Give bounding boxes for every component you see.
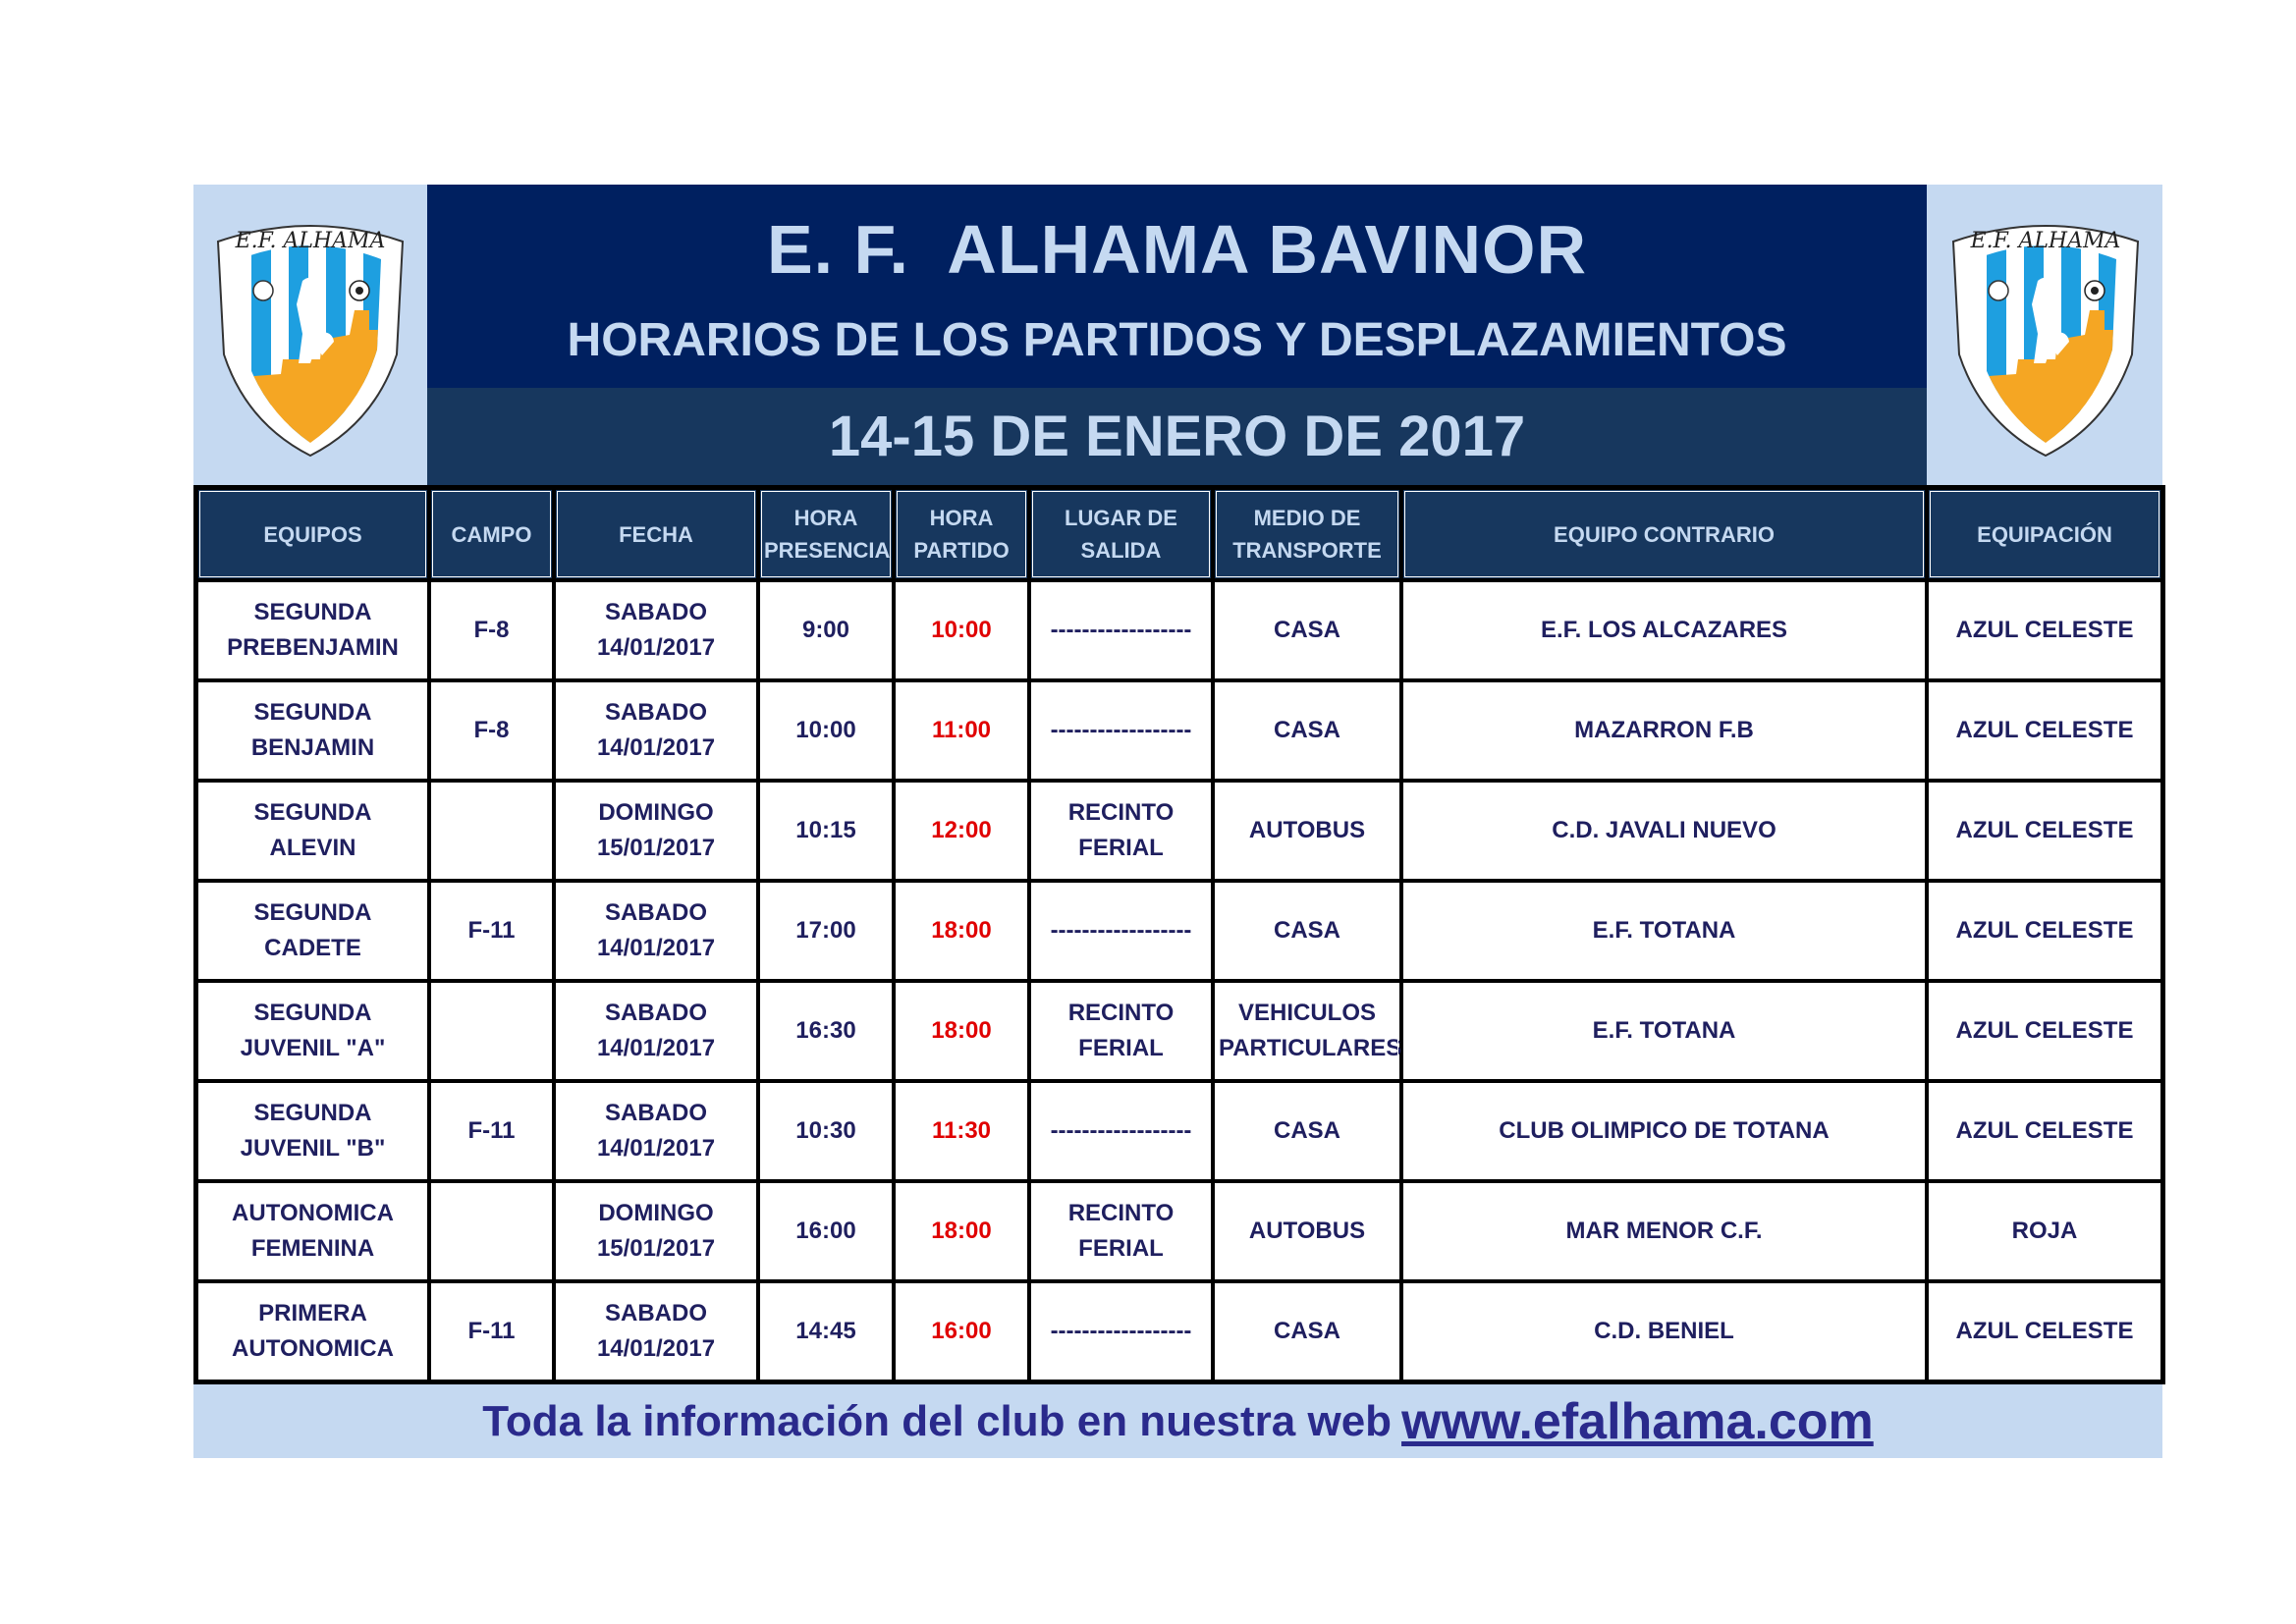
date-cell [554,1281,758,1381]
col-header-fecha: FECHA [554,488,758,580]
match-time-line: 16:00 [931,1318,992,1344]
date-cell [554,781,758,881]
col-header-equipo-contrario: EQUIPO CONTRARIO [1401,488,1927,580]
date-line: 15/01/2017 [596,835,716,861]
transport-line: AUTOBUS [1248,817,1366,843]
arrival-time-cell [758,580,894,680]
title-block [427,185,1927,485]
team-cell [196,781,429,881]
kit-line: AZUL CELESTE [1955,1017,2134,1044]
arrival-time-line: 14:45 [795,1318,856,1344]
departure-place-line: ------------------ [1050,617,1192,643]
arrival-time-line: 10:30 [795,1117,856,1144]
date-line: SABADO [604,699,707,726]
transport-cell [1213,981,1401,1081]
opponent-line: E.F. TOTANA [1592,1017,1736,1044]
match-time-cell [894,881,1029,981]
transport-line: VEHICULOS [1237,1000,1376,1026]
match-time-line: 18:00 [931,917,992,944]
date-cell [554,881,758,981]
club-title: E. F. ALHAMA BAVINOR [766,210,1588,288]
kit-line: AZUL CELESTE [1955,717,2134,743]
kit-cell [1927,881,2162,981]
team-line: BENJAMIN [250,734,375,761]
date-line: SABADO [604,1000,707,1026]
team-line: SEGUNDA [253,1100,372,1126]
col-header-transporte: MEDIO DE TRANSPORTE [1213,488,1401,580]
field-cell [429,1081,554,1181]
transport-line: CASA [1273,717,1340,743]
match-time-line: 11:30 [931,1117,992,1144]
arrival-time-line: 10:15 [795,817,856,843]
arrival-time-cell [758,1281,894,1381]
match-time-cell [894,781,1029,881]
departure-place-cell [1029,1081,1213,1181]
match-time-cell [894,1181,1029,1281]
arrival-time-cell [758,781,894,881]
field-cell [429,1281,554,1381]
opponent-cell [1401,981,1927,1081]
departure-place-line: ------------------ [1050,1318,1192,1344]
departure-place-line: FERIAL [1078,835,1164,861]
col-header-lugar-salida: LUGAR DE SALIDA [1029,488,1213,580]
kit-line: AZUL CELESTE [1955,817,2134,843]
kit-cell [1927,580,2162,680]
table-row [196,1181,2162,1281]
team-cell [196,1181,429,1281]
date-line: SABADO [604,899,707,926]
header-banner [193,185,2162,485]
table-row [196,781,2162,881]
team-cell [196,981,429,1081]
date-cell [554,580,758,680]
footer-text: Toda la información del club en nuestra web [482,1396,1393,1445]
departure-place-line: RECINTO [1067,799,1175,826]
field-cell [429,781,554,881]
team-line: AUTONOMICA [232,1200,394,1226]
kit-cell [1927,1281,2162,1381]
kit-line: ROJA [2011,1218,2078,1244]
opponent-line: E.F. LOS ALCAZARES [1540,617,1788,643]
title-area [427,185,1927,388]
date-line: SABADO [604,1100,707,1126]
kit-line: AZUL CELESTE [1955,617,2134,643]
date-line: 14/01/2017 [596,1135,716,1162]
club-crest-left [193,185,427,485]
opponent-cell [1401,881,1927,981]
arrival-time-line: 16:00 [795,1218,856,1244]
opponent-line: MAR MENOR C.F. [1565,1218,1763,1244]
svg-text:E.F. ALHAMA: E.F. ALHAMA [1970,229,2121,253]
field-line: F-8 [473,717,510,743]
opponent-cell [1401,680,1927,781]
departure-place-cell [1029,981,1213,1081]
field-cell [429,680,554,781]
transport-cell [1213,781,1401,881]
kit-cell [1927,1081,2162,1181]
departure-place-cell [1029,781,1213,881]
col-header-campo: CAMPO [429,488,554,580]
match-time-line: 18:00 [931,1218,992,1244]
club-crest-icon [212,212,409,458]
date-line: SABADO [604,599,707,625]
date-range: 14-15 DE ENERO DE 2017 [427,388,1927,485]
field-line: F-11 [467,917,516,944]
team-line: SEGUNDA [253,899,372,926]
match-time-line: 10:00 [931,617,992,643]
team-line: AUTONOMICA [232,1335,394,1362]
footer-banner [193,1384,2162,1458]
opponent-cell [1401,781,1927,881]
field-cell [429,580,554,680]
team-cell [196,881,429,981]
arrival-time-cell [758,1181,894,1281]
arrival-time-line: 9:00 [801,617,850,643]
departure-place-line: FERIAL [1078,1035,1164,1061]
departure-place-cell [1029,580,1213,680]
opponent-line: C.D. JAVALI NUEVO [1552,817,1777,843]
field-line: F-11 [467,1318,516,1344]
table-header-row [196,488,2162,580]
transport-line: CASA [1273,617,1340,643]
departure-place-line: ------------------ [1050,717,1192,743]
departure-place-cell [1029,881,1213,981]
team-line: SEGUNDA [253,1000,372,1026]
departure-place-line: FERIAL [1078,1235,1164,1262]
col-header-hora-partido: HORA PARTIDO [894,488,1029,580]
kit-line: AZUL CELESTE [1955,1318,2134,1344]
team-line: SEGUNDA [253,699,372,726]
table-row [196,981,2162,1081]
match-time-cell [894,580,1029,680]
schedule-sheet [193,185,2162,1458]
match-time-line: 18:00 [931,1017,992,1044]
departure-place-line: ------------------ [1050,1117,1192,1144]
departure-place-line: RECINTO [1067,1200,1175,1226]
transport-line: PARTICULARES [1219,1035,1402,1061]
match-time-cell [894,680,1029,781]
opponent-cell [1401,1081,1927,1181]
arrival-time-line: 17:00 [795,917,856,944]
team-cell [196,680,429,781]
team-line: PREBENJAMIN [227,634,399,661]
transport-cell [1213,580,1401,680]
date-cell [554,1081,758,1181]
departure-place-cell [1029,1281,1213,1381]
date-line: 14/01/2017 [596,734,716,761]
table-row [196,680,2162,781]
field-line: F-11 [467,1117,516,1144]
transport-cell [1213,881,1401,981]
match-time-cell [894,981,1029,1081]
col-header-hora-presencia: HORA PRESENCIA [758,488,894,580]
arrival-time-line: 16:30 [795,1017,856,1044]
team-line: PRIMERA [258,1300,367,1326]
arrival-time-cell [758,881,894,981]
departure-place-cell [1029,680,1213,781]
kit-line: AZUL CELESTE [1955,1117,2134,1144]
col-header-equipos: EQUIPOS [196,488,429,580]
team-line: CADETE [264,935,361,961]
arrival-time-cell [758,680,894,781]
field-line: F-8 [473,617,510,643]
date-line: DOMINGO [598,1200,714,1226]
opponent-line: C.D. BENIEL [1594,1318,1734,1344]
kit-cell [1927,680,2162,781]
opponent-line: E.F. TOTANA [1592,917,1736,944]
table-row [196,1081,2162,1181]
date-line: DOMINGO [598,799,714,826]
date-cell [554,680,758,781]
team-line: SEGUNDA [253,799,372,826]
field-cell [429,881,554,981]
team-line: ALEVIN [269,835,356,861]
field-cell [429,981,554,1081]
table-row [196,1281,2162,1381]
kit-line: AZUL CELESTE [1955,917,2134,944]
col-header-equipacion: EQUIPACIÓN [1927,488,2162,580]
date-line: 15/01/2017 [596,1235,716,1262]
club-crest-icon [1947,212,2144,458]
team-cell [196,1081,429,1181]
date-line: 14/01/2017 [596,935,716,961]
schedule-table [193,485,2165,1384]
transport-line: CASA [1273,1318,1340,1344]
match-time-line: 12:00 [931,817,992,843]
team-line: JUVENIL "B" [240,1135,386,1162]
team-cell [196,1281,429,1381]
departure-place-line: RECINTO [1067,1000,1175,1026]
transport-line: CASA [1273,917,1340,944]
opponent-line: MAZARRON F.B [1574,717,1754,743]
departure-place-line: ------------------ [1050,917,1192,944]
kit-cell [1927,1181,2162,1281]
departure-place-cell [1029,1181,1213,1281]
transport-cell [1213,1081,1401,1181]
opponent-cell [1401,1281,1927,1381]
arrival-time-cell [758,1081,894,1181]
team-line: SEGUNDA [253,599,372,625]
transport-line: AUTOBUS [1248,1218,1366,1244]
table-row [196,580,2162,680]
match-time-line: 11:00 [931,717,992,743]
schedule-subtitle: HORARIOS DE LOS PARTIDOS Y DESPLAZAMIENTOS [567,313,1787,366]
table-row [196,881,2162,981]
date-line: 14/01/2017 [596,1035,716,1061]
match-time-cell [894,1081,1029,1181]
kit-cell [1927,981,2162,1081]
team-line: FEMENINA [250,1235,375,1262]
field-cell [429,1181,554,1281]
transport-line: CASA [1273,1117,1340,1144]
svg-text:E.F. ALHAMA: E.F. ALHAMA [235,229,386,253]
date-cell [554,981,758,1081]
arrival-time-cell [758,981,894,1081]
date-line: 14/01/2017 [596,634,716,661]
opponent-cell [1401,1181,1927,1281]
match-time-cell [894,1281,1029,1381]
team-line: JUVENIL "A" [240,1035,386,1061]
opponent-cell [1401,580,1927,680]
website-link[interactable]: www.efalhama.com [1401,1392,1874,1450]
date-cell [554,1181,758,1281]
transport-cell [1213,1181,1401,1281]
team-cell [196,580,429,680]
date-line: 14/01/2017 [596,1335,716,1362]
date-line: SABADO [604,1300,707,1326]
opponent-line: CLUB OLIMPICO DE TOTANA [1499,1117,1830,1144]
club-crest-right [1929,185,2162,485]
transport-cell [1213,680,1401,781]
kit-cell [1927,781,2162,881]
arrival-time-line: 10:00 [795,717,856,743]
transport-cell [1213,1281,1401,1381]
